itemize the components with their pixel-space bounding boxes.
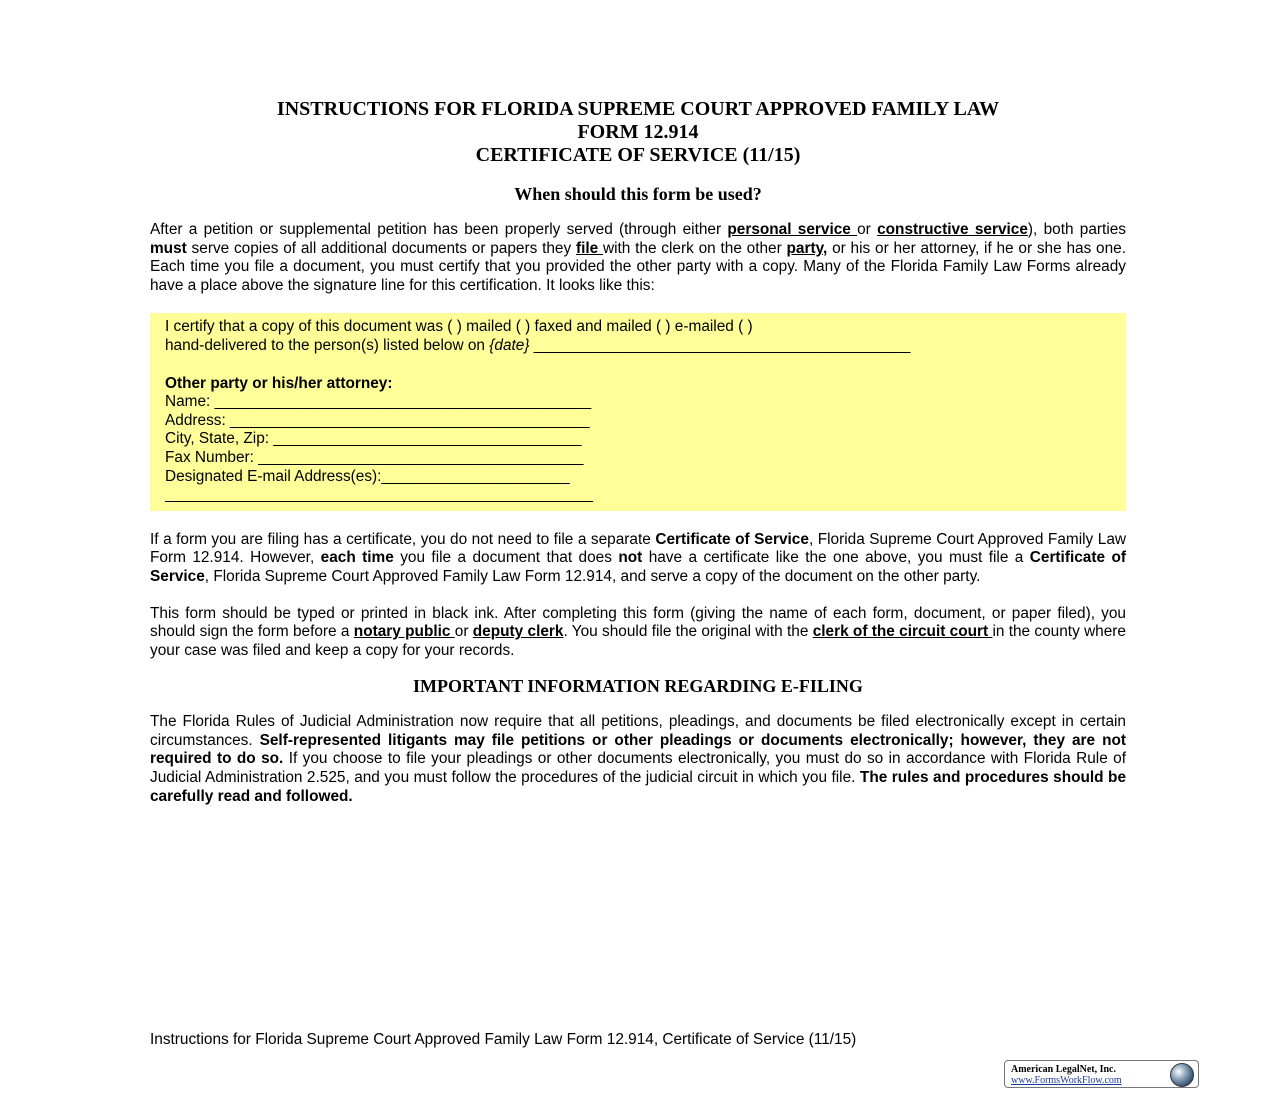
link-constructive-service[interactable]: constructive service (877, 221, 1028, 238)
document-page (150, 98, 1126, 824)
page-footer: Instructions for Florida Supreme Court Approved Family Law Form 12.914, Certificate of Service (11/15) (150, 1031, 857, 1048)
title-line-2: FORM 12.914 (577, 121, 699, 143)
document-title (150, 98, 1126, 167)
cert-field-city-state-zip: City, State, Zip: ____________________________________ (165, 430, 582, 448)
cert-line-1: I certify that a copy of this document was ( ) mailed ( ) faxed and mailed ( ) e-mailed ( ) (165, 318, 753, 336)
title-line-3: CERTIFICATE OF SERVICE (11/15) (475, 144, 801, 166)
link-clerk-of-circuit-court[interactable]: clerk of the circuit court (812, 623, 993, 641)
spacer (165, 356, 1111, 375)
text-run: . You should file the original with the (563, 623, 813, 641)
text-run: After a petition or supplemental petition has been properly served (through either (150, 221, 728, 238)
certificate-example-box (150, 313, 1126, 510)
link-personal-service[interactable]: personal service (727, 221, 858, 238)
text-run: have a certificate like the one above, you must file a (642, 549, 1030, 567)
text-run: ), both parties (1027, 221, 1126, 238)
date-blank-line: ____________________________________________ (529, 336, 911, 354)
cert-line-2 (165, 337, 1111, 356)
date-placeholder: {date} (489, 336, 530, 354)
emphasis-rules-procedures: The rules and procedures should be carefully read and followed. (150, 769, 1127, 805)
emphasis-not: not (618, 549, 643, 567)
text-run: with the clerk on the other (602, 239, 787, 257)
logo-url-link[interactable]: www.FormsWorkFlow.com (1011, 1075, 1122, 1086)
paragraph-intro (150, 221, 1126, 295)
cert-field-fax: Fax Number: ______________________________________ (165, 448, 584, 466)
section-heading-when-used: When should this form be used? (514, 184, 762, 204)
text-run: in the county where your case was filed and keep a copy for your records. (150, 623, 1126, 659)
text-run: The Florida Rules of Judicial Administration now require that all petitions, pleadings, and documents be filed electronically except in certain circumstances. (150, 713, 1126, 749)
title-line-1: INSTRUCTIONS FOR FLORIDA SUPREME COURT APPROVED FAMILY LAW (276, 98, 1000, 120)
paragraph-efiling (150, 713, 1126, 806)
publisher-logo[interactable] (1004, 1060, 1199, 1088)
text-run: If you choose to file your pleadings or other documents electronically, you must do so in accordance with Florida Rule of Judicial Administration 2.525, and you must follow the procedures of the judicial circuit in which you file. (150, 750, 1126, 787)
text-run: , Florida Supreme Court Approved Family Law Form 12.914. However, (150, 530, 1126, 567)
section-heading-efiling: IMPORTANT INFORMATION REGARDING E-FILING (413, 676, 863, 697)
emphasis-each-time: each time (320, 549, 394, 567)
paragraph-filing-instructions (150, 605, 1126, 661)
emphasis-must: must (150, 239, 187, 257)
text-run: or (454, 623, 473, 641)
text-run: hand-delivered to the person(s) listed below on (165, 336, 490, 354)
emphasis-certificate-of-service: Certificate of Service (655, 530, 809, 548)
cert-field-name: Name: ____________________________________________ (165, 393, 592, 411)
cert-field-address: Address: __________________________________________ (165, 411, 590, 429)
globe-icon (1170, 1063, 1194, 1087)
logo-company-name: American LegalNet, Inc. (1011, 1064, 1116, 1075)
text-run: This form should be typed or printed in black ink. After completing this form (giving the name of each form, document, or paper filed), you should sign the form before a (150, 604, 1126, 641)
paragraph-certificate-note (150, 531, 1126, 587)
text-run: , Florida Supreme Court Approved Family Law Form 12.914, and serve a copy of the document on the other party. (204, 567, 981, 585)
link-deputy-clerk[interactable]: deputy clerk (472, 623, 564, 641)
emphasis-certificate-of-service: Certificate of Service (150, 549, 1126, 585)
cert-field-email: Designated E-mail Address(es):______________________ (165, 467, 570, 485)
link-party[interactable]: party, (786, 239, 828, 257)
cert-other-party-heading: Other party or his/her attorney: (165, 374, 393, 392)
link-notary-public[interactable]: notary public (353, 623, 455, 641)
text-run: you file a document that does (393, 549, 619, 567)
text-run: serve copies of all additional documents or papers they (186, 239, 576, 257)
text-run: or his or her attorney, if he or she has one. Each time you file a document, you must certify that you provided the other party with a copy. Many of the Florida Family Law Forms already have a place above the signature line for this certification. It looks like this: (150, 239, 1127, 294)
emphasis-self-represented: Self-represented litigants may file petitions or other pleadings or documents electronically; however, they are not required to do so. (150, 731, 1126, 768)
cert-field-extra-line: __________________________________________________ (165, 486, 593, 504)
text-run: or (857, 221, 878, 238)
text-run: If a form you are filing has a certificate, you do not need to file a separate (150, 530, 656, 548)
link-file[interactable]: file (575, 239, 603, 257)
